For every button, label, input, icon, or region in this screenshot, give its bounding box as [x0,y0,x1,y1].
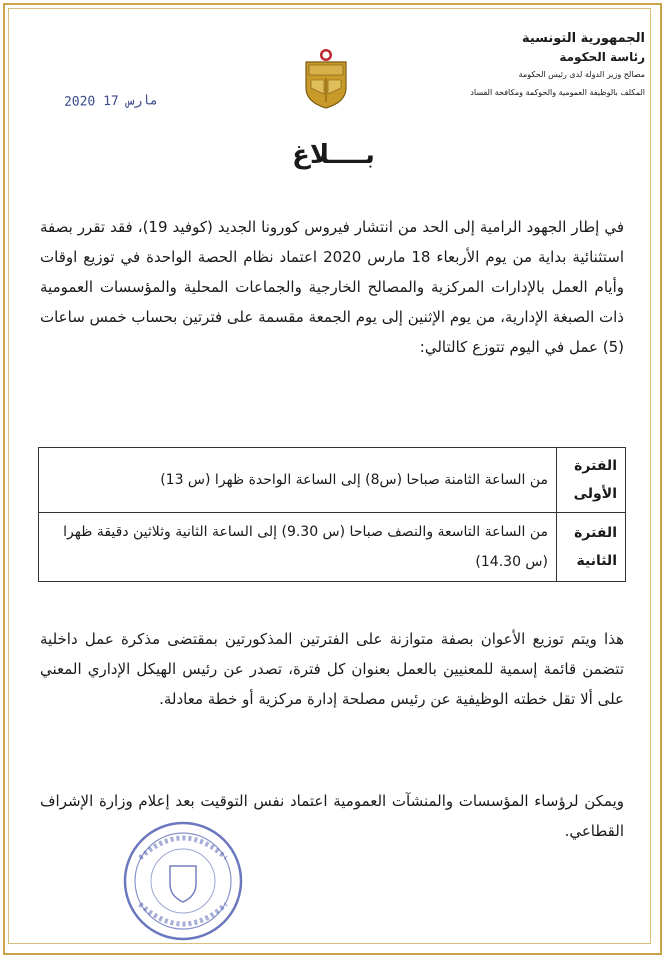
table-row [39,448,626,513]
paragraph-intro: في إطار الجهود الرامية إلى الحد من انتشار فيروس كورونا الجديد (كوفيد 19)، فقد تقرر بصفة استثنائية بداية من يوم الأربعاء 18 مارس 2020 اعتماد نظام الحصة الواحدة في توزيع اوقات وأيام العمل بالإدارات المركزية والمصالح الخارجية والجماعات المحلية والمؤسسات العمومية ذات الصبغة الإدارية، من يوم الإثنين إلى يوم الجمعة مقسمة على فترتين بحساب خمس ساعات (5) عمل في اليوم تتوزع كالتالي: [39,218,624,356]
letterhead-ministry-detail: المكلف بالوظيفة العمومية والحوكمة ومكافحة الفساد [470,88,645,97]
official-seal-icon [120,818,246,944]
tunisia-coat-of-arms-icon [300,48,352,110]
period-time: من الساعة التاسعة والنصف صباحا (س 9.30) إلى الساعة الثانية وثلاثين دقيقة ظهرا (س 14.30) [39,513,557,582]
period-label: الفترة الثانية [557,513,626,582]
letterhead-republic: الجمهورية التونسية [521,31,645,46]
schedule-table [38,447,626,582]
period-label: الفترة الأولى [557,448,626,513]
document-title: بــــلاغ [292,140,375,170]
paragraph-institutions: ويمكن لرؤساء المؤسسات والمنشآت العمومية اعتماد نفس التوقيت بعد إعلام وزارة الإشراف القطاعي. [40,792,624,840]
letterhead-presidency: رئاسة الحكومة [559,50,645,64]
table-row [39,513,626,582]
letterhead-ministry: مصالح وزير الدولة لدى رئيس الحكومة [518,70,645,79]
received-date-stamp: 2020 مارس 17 [63,93,159,110]
paragraph-distribution: هذا ويتم توزيع الأعوان بصفة متوازنة على الفترتين المذكورتين بمقتضى مذكرة عمل داخلية تتضمن قائمة إسمية للمعنيين بالعمل بعنوان كل فترة، تصدر عن رئيس الهيكل الإداري المعني على ألا تقل خطته الوظيفية عن رئيس مصلحة إدارة مركزية أو خطة معادلة. [40,630,624,708]
period-time: من الساعة الثامنة صباحا (س8) إلى الساعة الواحدة ظهرا (س 13) [39,448,557,513]
letterhead [445,30,645,102]
